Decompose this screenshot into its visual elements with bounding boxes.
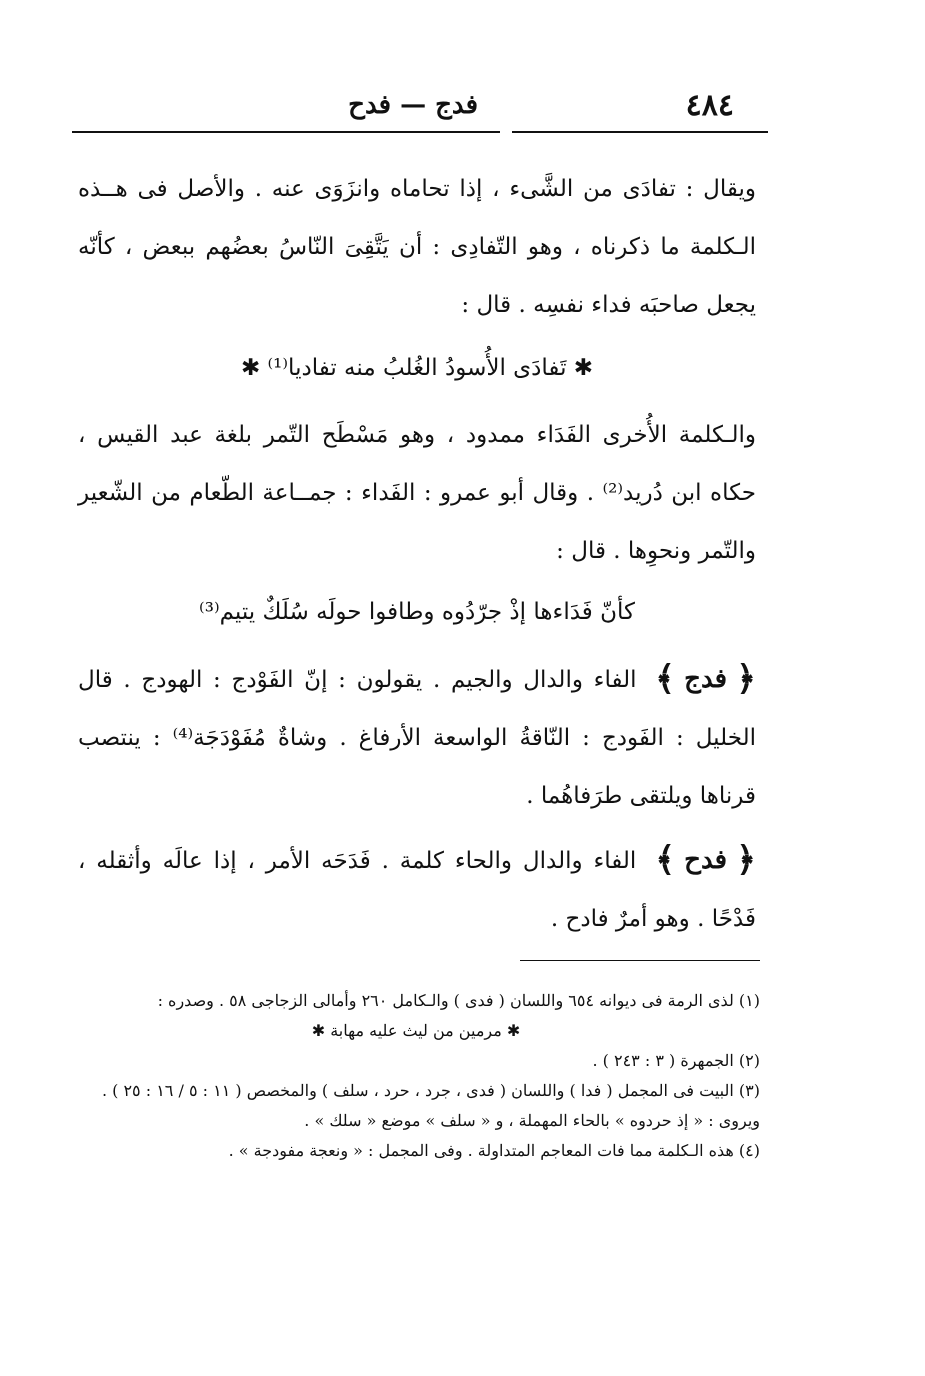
footnote-4: (٤) هذه الـكلمة مما فات المعاجم المتداولة . وفى المجمل : « ونعجة مفودجة » .	[228, 1141, 760, 1160]
verse-1: ✱ تَفادَى الأُسودُ الغُلبُ منه تفاديا⁽¹⁾ ✱	[240, 355, 594, 381]
running-title: فدج — فدح	[348, 90, 478, 120]
footnote-rule	[520, 960, 760, 961]
paragraph-2: والـكلمة الأُخرى الفَدَاء ممدود ، وهو مَسْطَح التّمر بلغة عبد القيس ، حكاه ابن دُريد⁽²⁾ . وقال أبو عمرو : الفَداء : جمــاعة الطّعام من الشّعير والتّمر ونحوِها . قال :	[78, 422, 757, 564]
main-text	[78, 160, 756, 948]
footnotes	[72, 986, 760, 1166]
header-rule-right	[512, 131, 768, 133]
verse-2: كأنّ فَدَاءها إذْ جرّدُوه وطافوا حولَه سُلَكٌ يتيم⁽³⁾	[199, 599, 635, 625]
footnote-3: (٣) البيت فى المجمل ( فدا ) واللسان ( فدى ، جرد ، حرد ، سلف ) والمخصص ( ١١ : ٥ / ١٦ : ٢٥ ) . ويروى : « إذ حردوه » بالحاء المهملة ، و « سلف » موضع « سلك » .	[101, 1081, 760, 1130]
entry-fadah-text: الفاء والدال والحاء كلمة . فَدَحَه الأمر ، إذا عالَه وأثقله ، فَدْحًا . وهو أمرٌ فادح .	[78, 848, 756, 932]
paragraph-1: ويقال : تفادَى من الشَّىء ، إذا تحاماه وانزَوَى عنه . والأصل فى هــذه الـكلمة ما ذكرناه ، وهو التّفادِى : أن يَتَّقِىَ النّاسُ بعضُهم ببعض ، كأنّه يجعل صاحبَه فداء نفسِه . قال :	[78, 176, 756, 318]
entry-heading-fadah: ﴿ فدح ﴾	[655, 840, 757, 880]
running-header	[70, 84, 770, 128]
header-rule-left	[72, 131, 500, 133]
footnote-1-verse: ✱ مرمين من ليث عليه مهابة ✱	[311, 1021, 521, 1040]
footnote-2: (٢) الجمهرة ( ٣ : ٢٤٣ ) .	[592, 1051, 760, 1070]
entry-heading-fadaj: ﴿ فدج ﴾	[655, 659, 756, 699]
entry-fadaj	[78, 650, 756, 825]
footnote-1: (١) لذى الرمة فى ديوانه ٦٥٤ واللسان ( فدى ) والـكامل ٢٦٠ وأمالى الزجاجى ٥٨ . وصدره :	[157, 991, 760, 1010]
page-number: ٤٨٤	[685, 88, 734, 123]
entry-fadah	[78, 831, 756, 948]
entry-fadaj-text: الفاء والدال والجيم . يقولون : إنّ الفَوْدج : الهودج . قال الخليل : الفَودج : النّاقةُ الواسعة الأرفاغ . وشاةٌ مُفَوْدَجَة⁽⁴⁾ : ينتصب قرناها ويلتقى طرَفاهُما .	[78, 667, 756, 809]
